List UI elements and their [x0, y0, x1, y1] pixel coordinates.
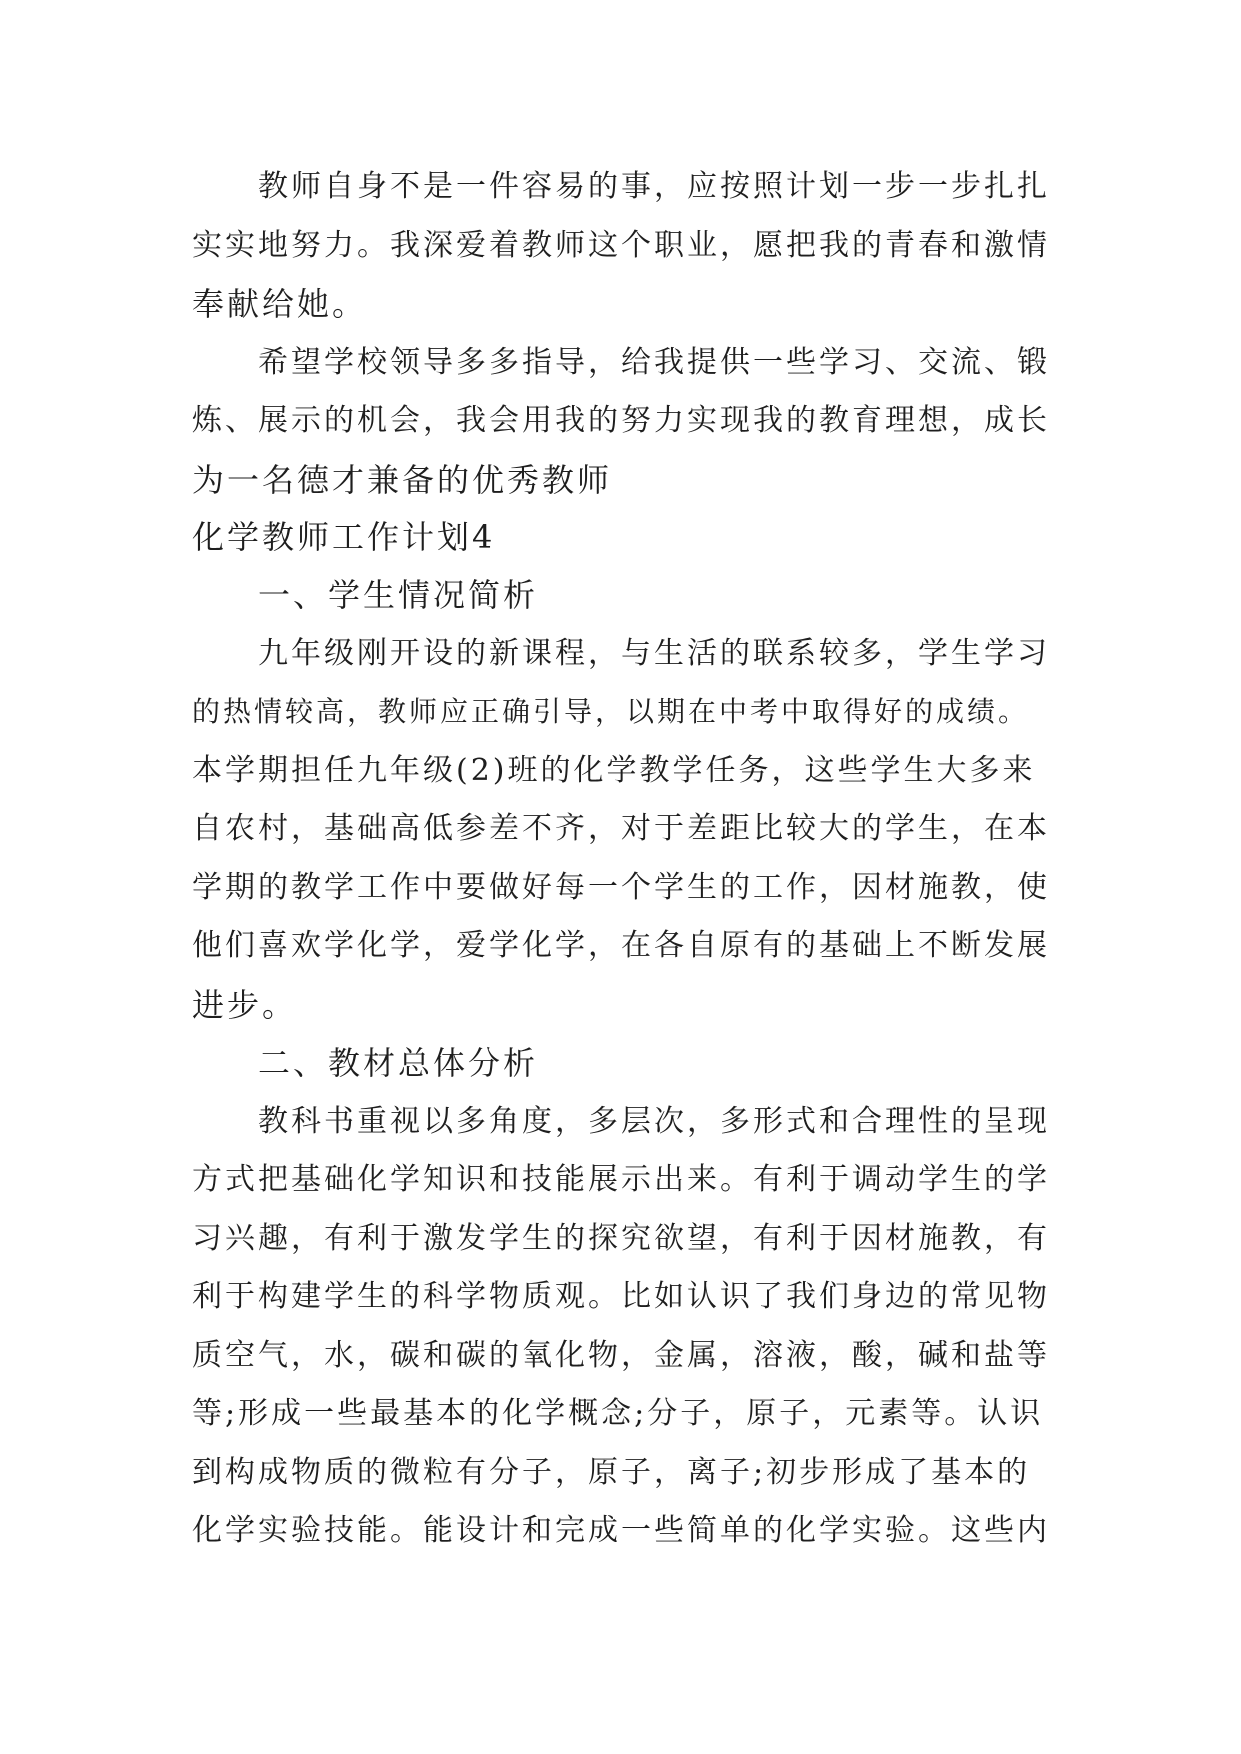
paragraph-line: 实实地努力。我深爱着教师这个职业，愿把我的青春和激情 — [192, 228, 1050, 263]
paragraph-line: 利于构建学生的科学物质观。比如认识了我们身边的常见物 — [192, 1279, 1050, 1314]
paragraph-line: 化学实验技能。能设计和完成一些简单的化学实验。这些内 — [192, 1513, 1050, 1548]
paragraph-line: 为一名德才兼备的优秀教师 — [192, 461, 613, 499]
section-heading: 二、教材总体分析 — [258, 1044, 539, 1082]
paragraph-line: 到构成物质的微粒有分子，原子，离子;初步形成了基本的 — [192, 1455, 1031, 1490]
paragraph-line: 教师自身不是一件容易的事，应按照计划一步一步扎扎 — [258, 169, 1050, 204]
paragraph-line: 奉献给她。 — [192, 285, 368, 323]
paragraph-line: 他们喜欢学化学，爱学化学，在各自原有的基础上不断发展 — [192, 928, 1050, 963]
paragraph-line: 自农村，基础高低参差不齐，对于差距比较大的学生，在本 — [192, 811, 1050, 846]
section-title: 化学教师工作计划4 — [192, 518, 496, 556]
paragraph-line: 等;形成一些最基本的化学概念;分子，原子，元素等。认识 — [192, 1396, 1044, 1431]
paragraph-line: 炼、展示的机会，我会用我的努力实现我的教育理想，成长 — [192, 403, 1050, 438]
paragraph-line: 学期的教学工作中要做好每一个学生的工作，因材施教，使 — [192, 870, 1050, 905]
paragraph-line: 方式把基础化学知识和技能展示出来。有利于调动学生的学 — [192, 1162, 1050, 1197]
paragraph-line: 习兴趣，有利于激发学生的探究欲望，有利于因材施教，有 — [192, 1221, 1050, 1256]
paragraph-line: 进步。 — [192, 986, 298, 1024]
paragraph-line: 希望学校领导多多指导，给我提供一些学习、交流、锻 — [258, 345, 1050, 380]
paragraph-line: 的热情较高，教师应正确引导，以期在中考中取得好的成绩。 — [192, 695, 1030, 728]
section-heading: 一、学生情况简析 — [258, 576, 539, 614]
paragraph-line: 九年级刚开设的新课程，与生活的联系较多，学生学习 — [258, 636, 1050, 671]
paragraph-line: 本学期担任九年级(2)班的化学教学任务，这些学生大多来 — [192, 753, 1036, 788]
paragraph-line: 质空气，水，碳和碳的氧化物，金属，溶液，酸，碱和盐等 — [192, 1338, 1050, 1373]
paragraph-line: 教科书重视以多角度，多层次，多形式和合理性的呈现 — [258, 1104, 1050, 1139]
